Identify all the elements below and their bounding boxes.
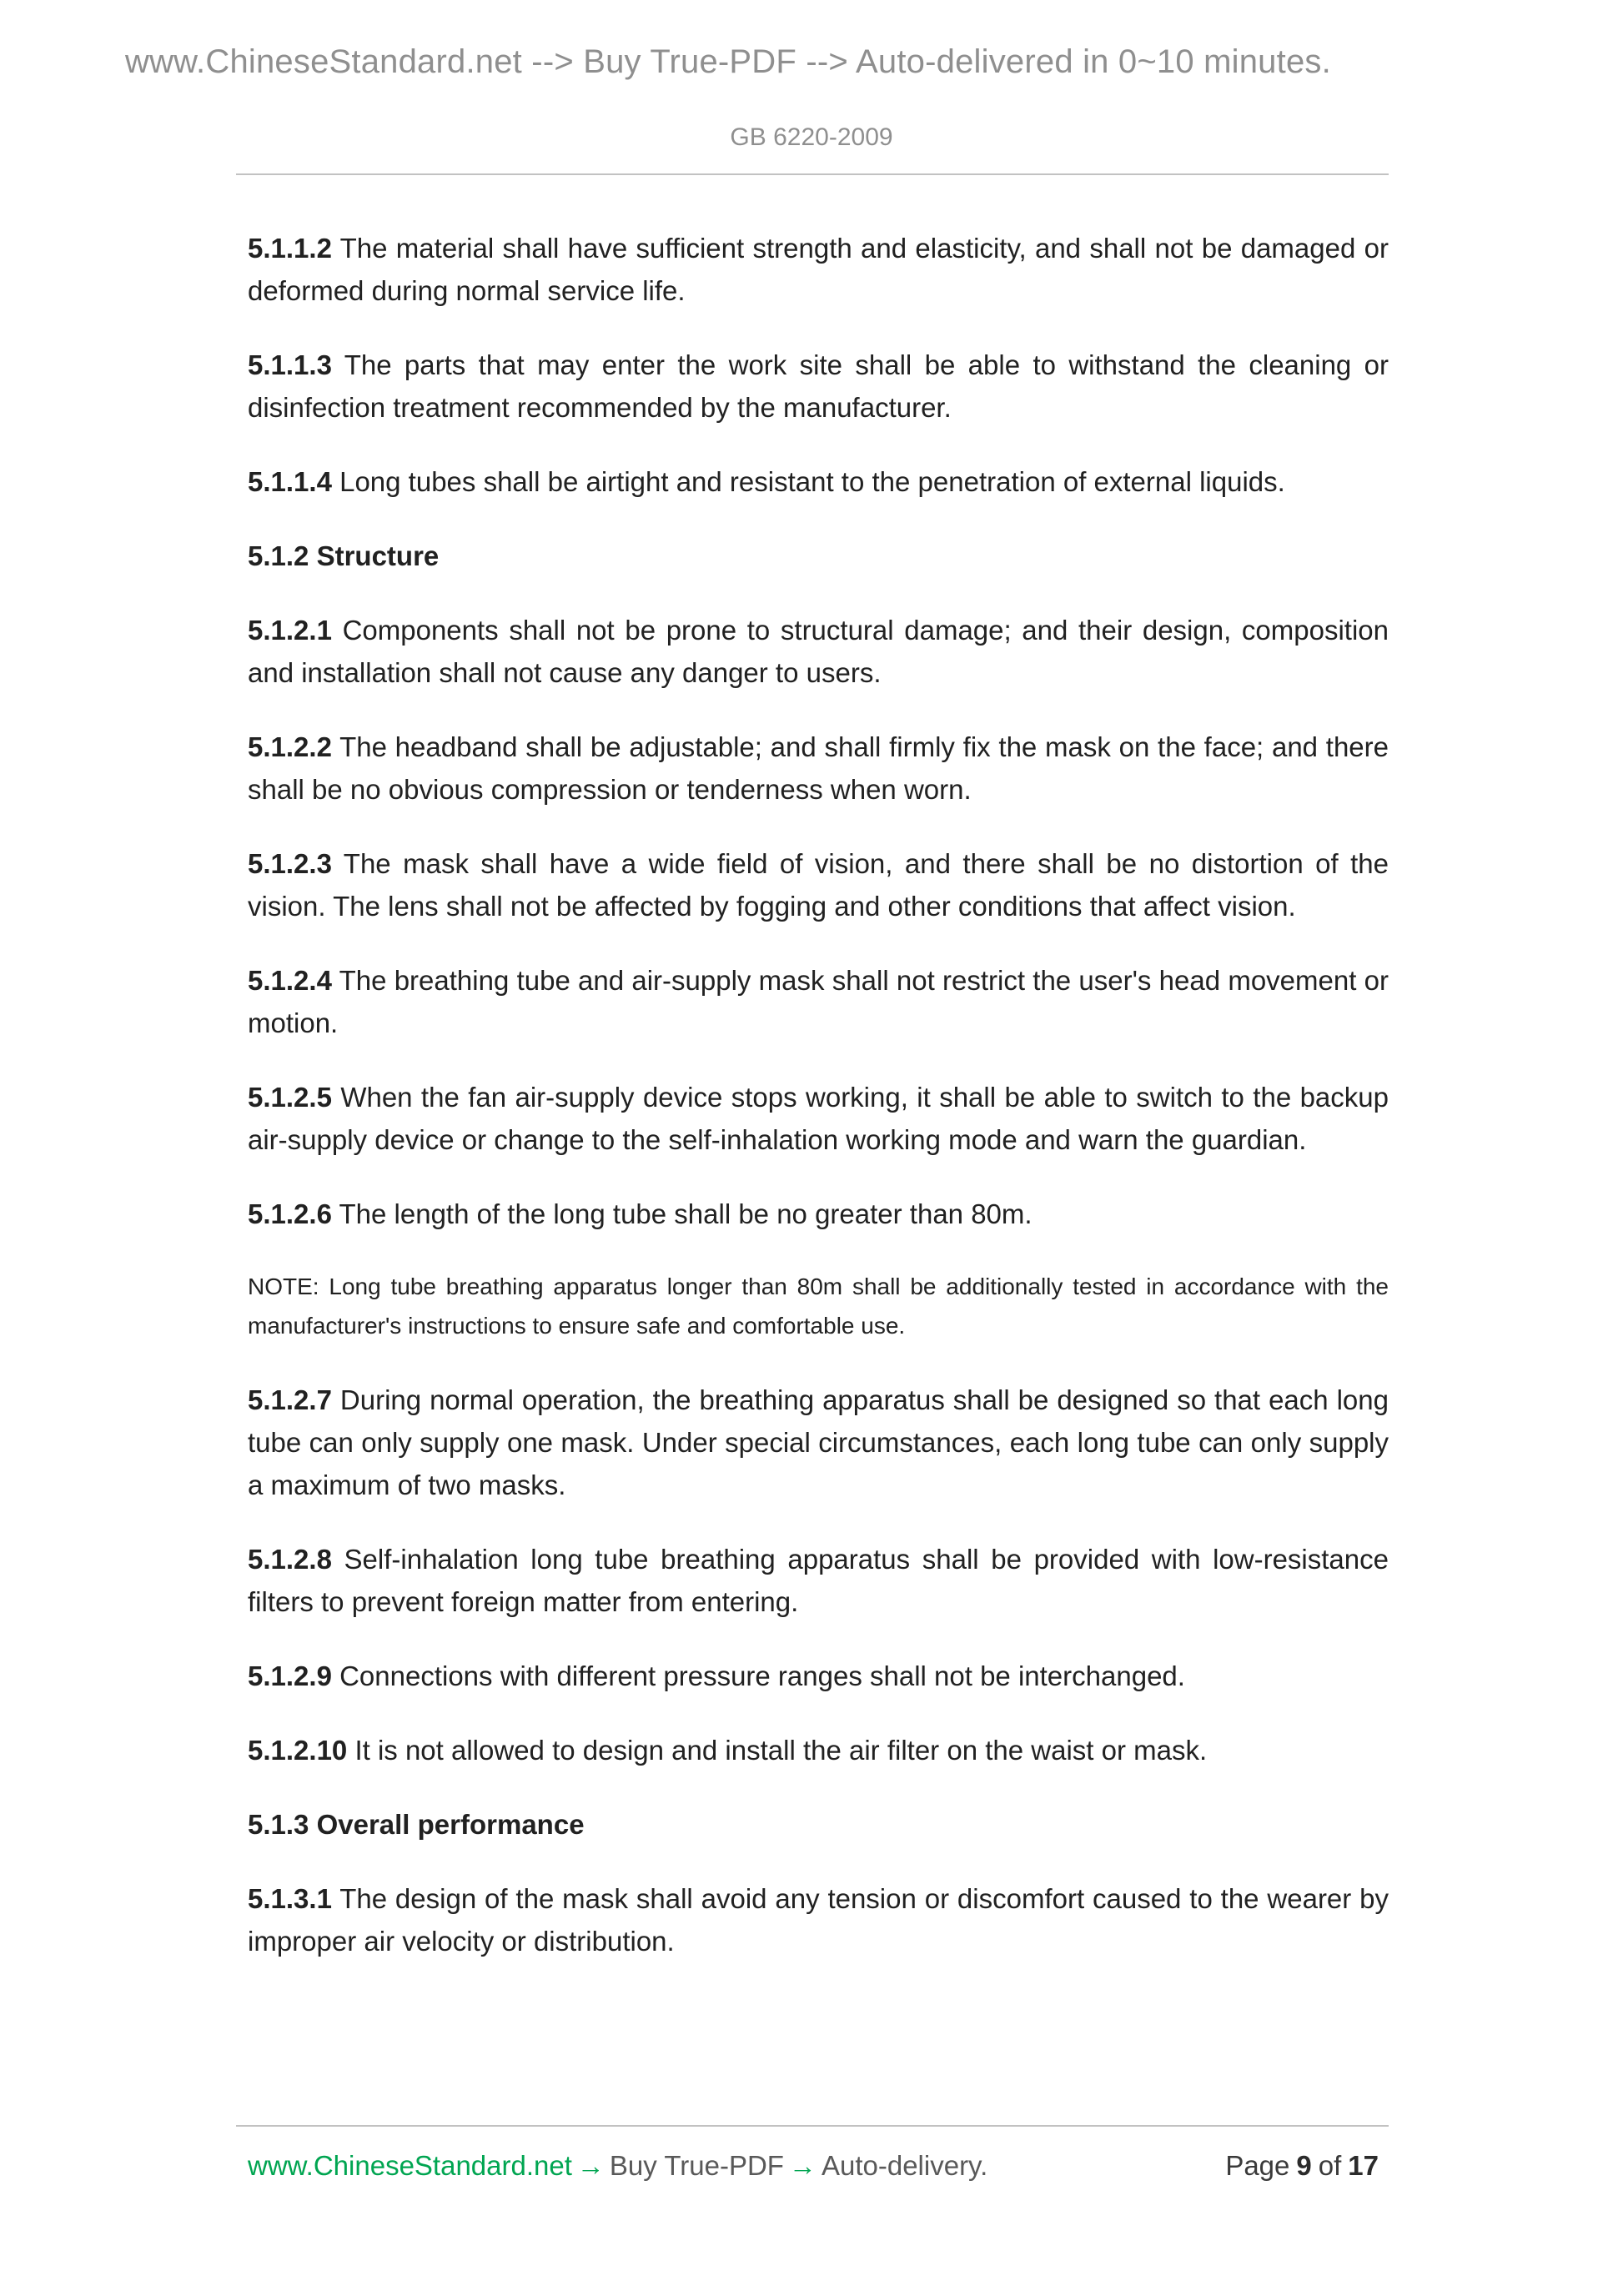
body-paragraph: 5.1.2.7 During normal operation, the breathing apparatus shall be designed so that each long tube can only supply one mask. Under special circumstances, each long tube can only supply a maximum of two masks. <box>248 1384 1389 1500</box>
of-label: of <box>1318 2150 1342 2181</box>
body-paragraph: 5.1.2.3 The mask shall have a wide field of vision, and there shall be no distortion of the vision. The lens shall not be affected by fogging and other conditions that affect vision. <box>248 848 1389 922</box>
clause-number: 5.1.2.3 <box>248 848 332 879</box>
arrow-right-icon: → <box>576 2150 605 2181</box>
clause-number: 5.1.2.2 <box>248 731 332 762</box>
header-divider <box>236 173 1389 175</box>
body-paragraph: 5.1.1.3 The parts that may enter the work site shall be able to withstand the cleaning or disinfection treatment recommended by the manufacturer. <box>248 349 1389 423</box>
footer-left <box>236 2150 987 2182</box>
page-number: 9 <box>1296 2150 1312 2181</box>
clause-number: 5.1.3.1 <box>248 1883 332 1914</box>
note-paragraph: NOTE: Long tube breathing apparatus longer than 80m shall be additionally tested in accordance with the manufacturer's instructions to ensure safe and comfortable use. <box>248 1274 1389 1339</box>
page-label: Page <box>1225 2150 1290 2181</box>
standard-number: GB 6220-2009 <box>730 123 893 151</box>
section-heading: 5.1.2 Structure <box>248 540 440 571</box>
clause-number: 5.1.2.10 <box>248 1735 348 1766</box>
clause-number: 5.1.1.3 <box>248 349 332 380</box>
promo-banner: www.ChineseStandard.net --> Buy True-PDF --> Auto-delivered in 0~10 minutes. <box>125 43 1331 80</box>
body-paragraph: 5.1.1.4 Long tubes shall be airtight and resistant to the penetration of external liquids. <box>248 466 1285 497</box>
clause-number: 5.1.2.1 <box>248 615 332 646</box>
page-total: 17 <box>1348 2150 1379 2181</box>
arrow-right-icon: → <box>788 2150 817 2181</box>
body-paragraph: 5.1.2.8 Self-inhalation long tube breathing apparatus shall be provided with low-resistance filters to prevent foreign matter from entering. <box>248 1544 1389 1617</box>
clause-number: 5.1.2.8 <box>248 1544 332 1575</box>
body-paragraph: 5.1.2.2 The headband shall be adjustable; and shall firmly fix the mask on the face; and there shall be no obvious compression or tenderness when worn. <box>248 731 1389 805</box>
body-paragraph: 5.1.2.4 The breathing tube and air-supply mask shall not restrict the user's head movement or motion. <box>248 965 1389 1038</box>
footer-site-link[interactable]: www.ChineseStandard.net <box>248 2150 572 2181</box>
footer-delivery-text: Auto-delivery. <box>821 2150 988 2181</box>
page-indicator <box>1222 2150 1389 2182</box>
body-paragraph: 5.1.2.6 The length of the long tube shall be no greater than 80m. <box>248 1198 1033 1229</box>
clause-number: 5.1.1.4 <box>248 466 332 497</box>
body-paragraph: 5.1.3.1 The design of the mask shall avoid any tension or discomfort caused to the wearer by improper air velocity or distribution. <box>248 1883 1389 1957</box>
body-paragraph: 5.1.2.10 It is not allowed to design and install the air filter on the waist or mask. <box>248 1735 1208 1766</box>
body-paragraph: 5.1.2.1 Components shall not be prone to structural damage; and their design, composition and installation shall not cause any danger to users. <box>248 615 1389 688</box>
page-footer <box>236 2125 1389 2182</box>
clause-number: 5.1.2.9 <box>248 1660 332 1691</box>
clause-number: 5.1.2.5 <box>248 1082 332 1113</box>
clause-number: 5.1.2.7 <box>248 1384 332 1415</box>
footer-row <box>236 2127 1389 2182</box>
clause-number: 5.1.2.6 <box>248 1198 332 1229</box>
body-paragraph: 5.1.2.9 Connections with different pressure ranges shall not be interchanged. <box>248 1660 1185 1691</box>
clause-number: 5.1.1.2 <box>248 233 332 264</box>
clause-number: 5.1.2.4 <box>248 965 332 996</box>
footer-buy-text: Buy True-PDF <box>609 2150 784 2181</box>
document-body <box>248 227 1389 1994</box>
body-paragraph: 5.1.1.2 The material shall have sufficient strength and elasticity, and shall not be damaged or deformed during normal service life. <box>248 233 1389 306</box>
body-paragraph: 5.1.2.5 When the fan air-supply device stops working, it shall be able to switch to the backup air-supply device or change to the self-inhalation working mode and warn the guardian. <box>248 1082 1389 1155</box>
section-heading: 5.1.3 Overall performance <box>248 1809 585 1840</box>
